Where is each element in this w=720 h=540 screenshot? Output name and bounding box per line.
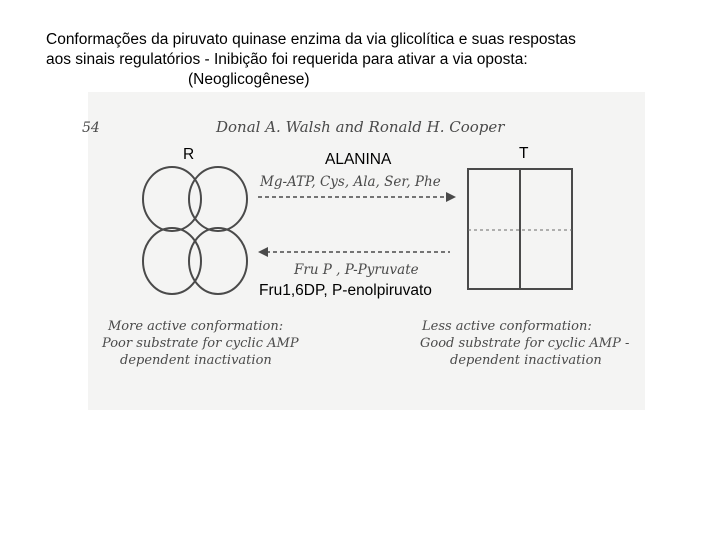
scanned-figure <box>82 92 645 410</box>
slide-title <box>46 30 686 90</box>
right-caption-line-2: Good substrate for cyclic AMP - <box>420 336 630 351</box>
authors-header: Donal A. Walsh and Ronald H. Cooper <box>216 118 505 136</box>
r-subunit-bottom-right <box>189 228 247 294</box>
page-number: 54 <box>82 120 100 136</box>
fru-pep-label: Fru1,6DP, P-enolpiruvato <box>259 282 432 299</box>
left-caption-line-3: dependent inactivation <box>120 353 272 368</box>
right-caption <box>420 318 629 369</box>
t-subunit-left <box>468 169 520 289</box>
reverse-arrow-head <box>258 247 268 257</box>
r-state-label: R <box>183 146 195 163</box>
inhibitors-label: Fru P , P-Pyruvate <box>294 262 419 278</box>
r-subunit-top-right <box>189 167 247 231</box>
t-subunit-right <box>520 169 572 289</box>
forward-arrow-head <box>446 192 456 202</box>
t-state-label: T <box>519 145 529 162</box>
title-line-2: aos sinais regulatórios - Inibição foi requerida para ativar a via oposta: <box>46 51 528 68</box>
title-line-3: (Neoglicogênese) <box>188 71 310 88</box>
r-subunit-top-left <box>143 167 201 231</box>
title-line-1: Conformações da piruvato quinase enzima da via glicolítica e suas respostas <box>46 31 576 48</box>
alanina-label: ALANINA <box>325 151 392 168</box>
right-caption-line-1: Less active conformation: <box>422 319 592 334</box>
left-caption-line-1: More active conformation: <box>108 319 284 334</box>
r-subunit-bottom-left <box>143 228 201 294</box>
left-caption-line-2: Poor substrate for cyclic AMP <box>102 336 299 351</box>
left-caption <box>102 318 299 369</box>
right-caption-line-3: dependent inactivation <box>450 353 602 368</box>
activators-label: Mg-ATP, Cys, Ala, Ser, Phe <box>260 174 441 190</box>
